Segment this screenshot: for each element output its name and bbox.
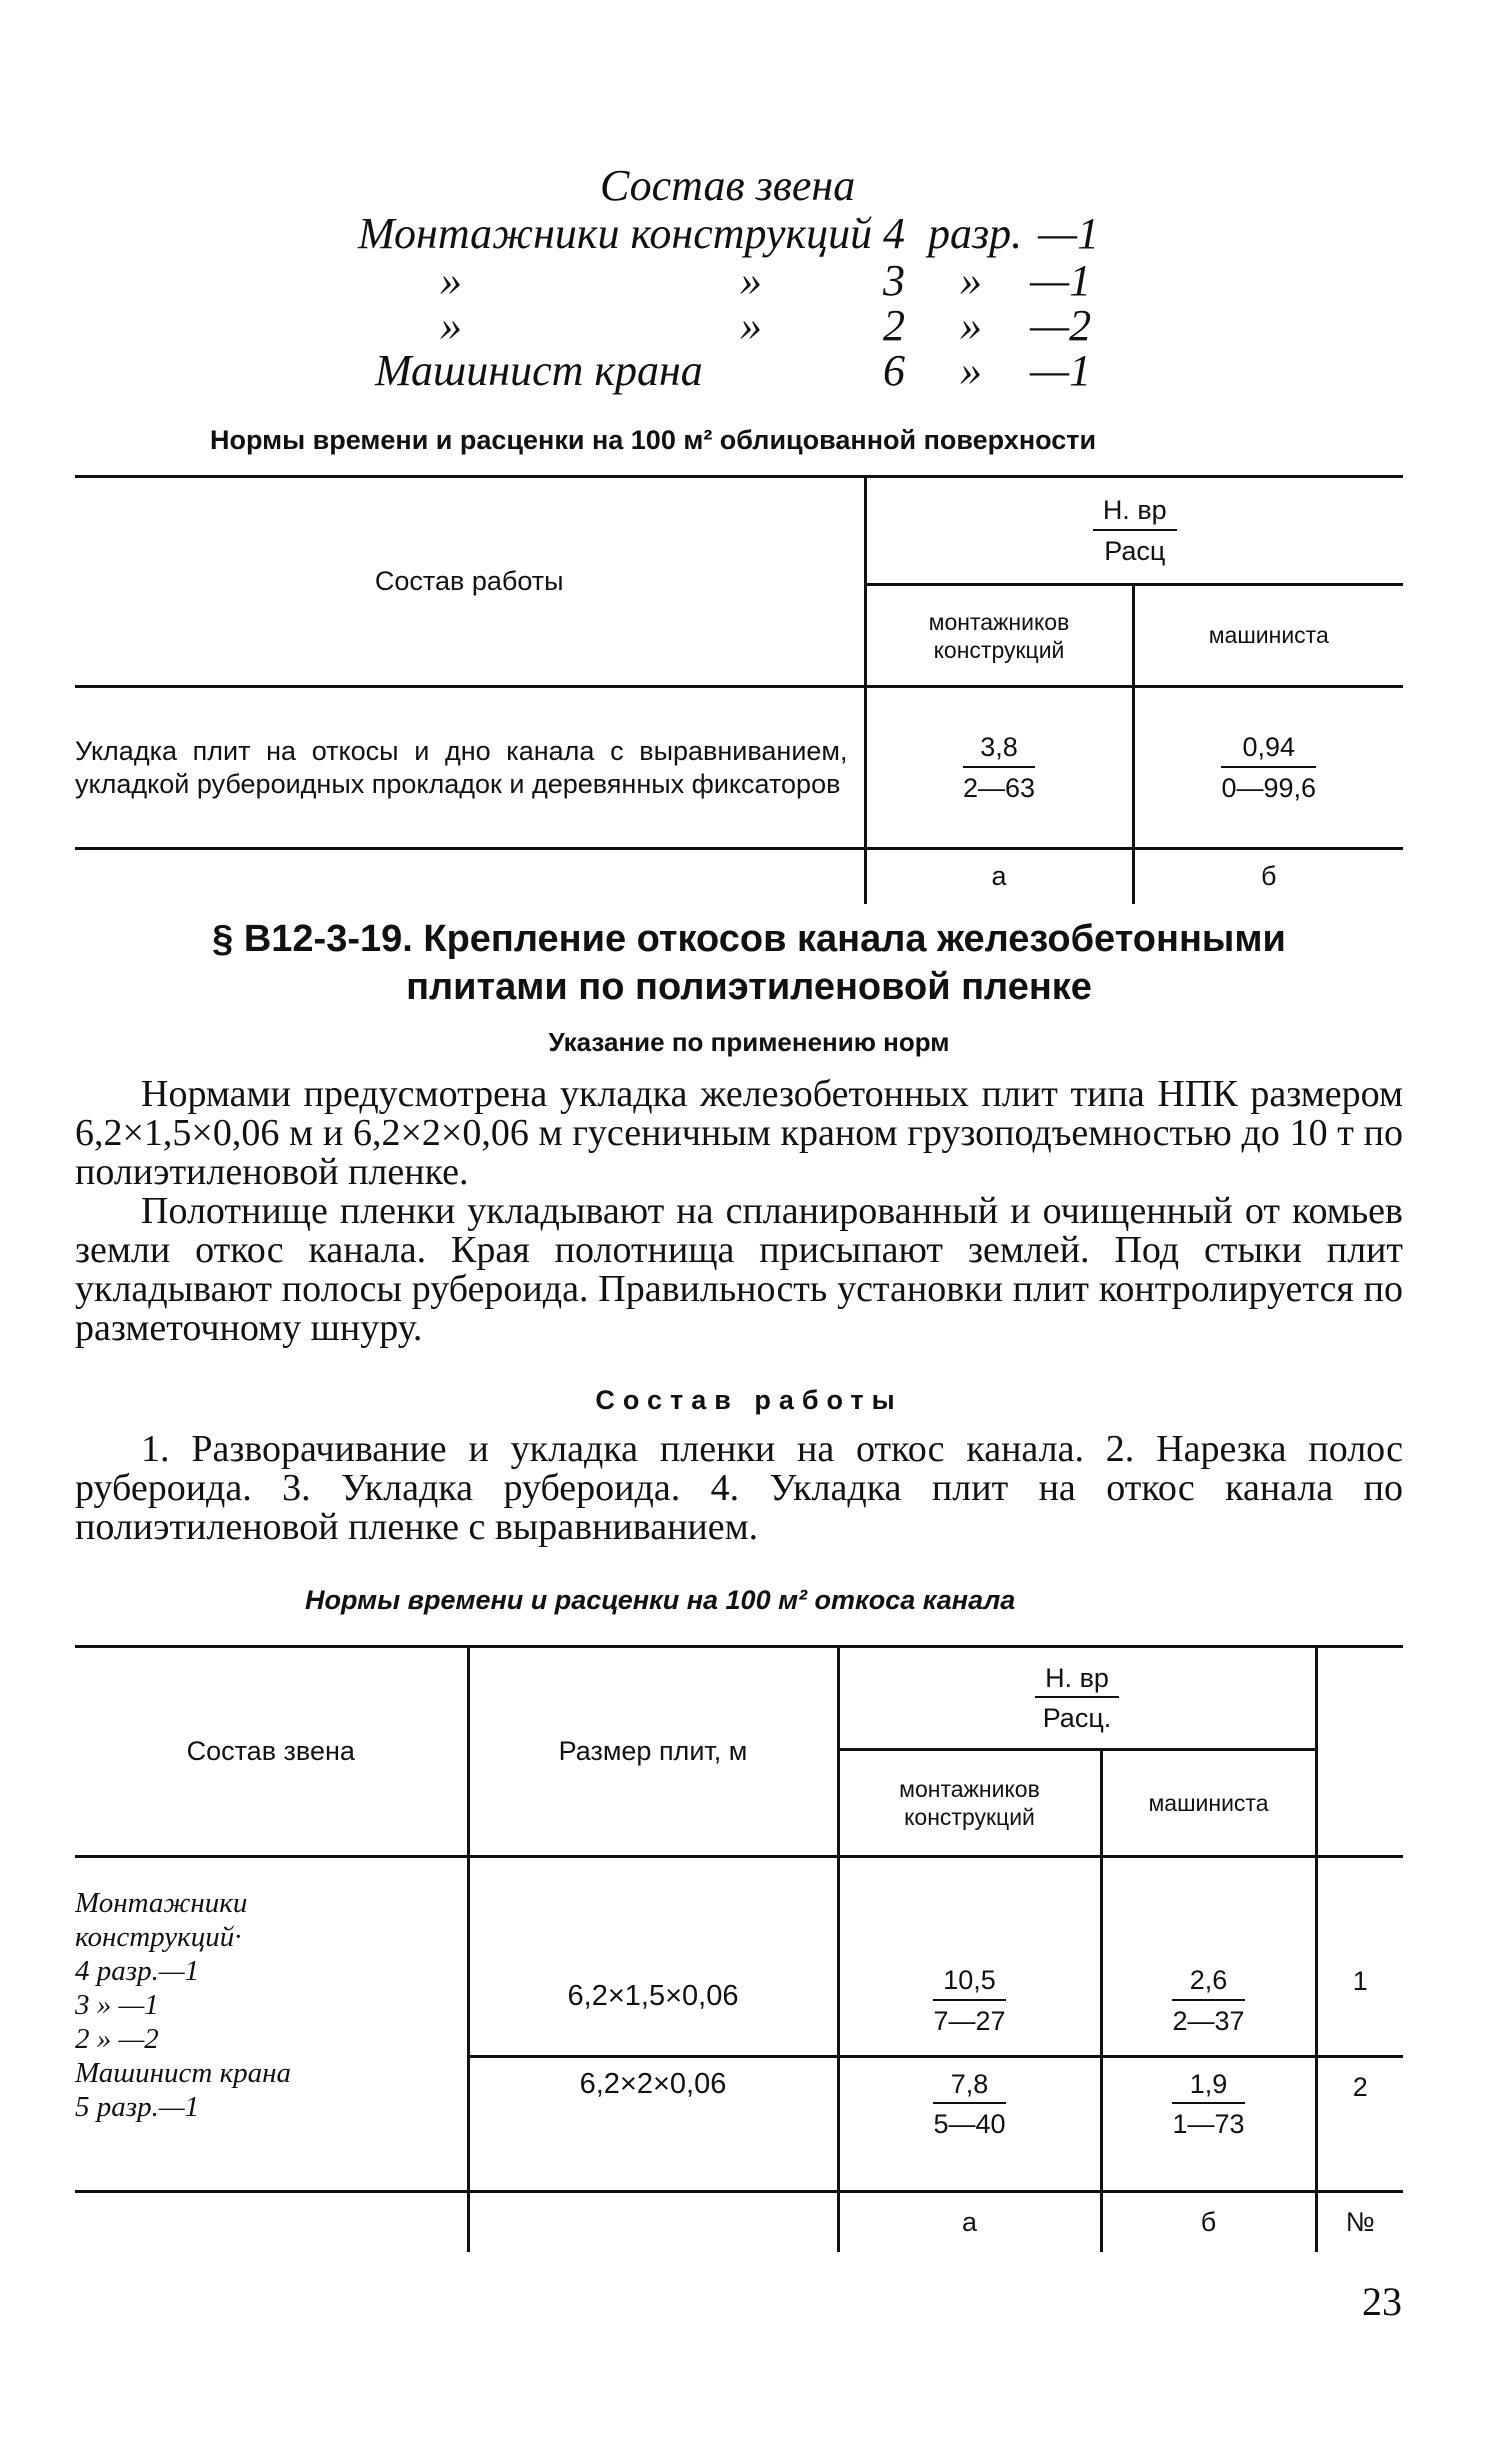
row1-b xyxy=(1101,1857,1316,2057)
head-plate-size: Размер плит, м xyxy=(468,1647,838,1857)
crew-line-2 xyxy=(440,255,1092,306)
value-fraction xyxy=(1172,2068,1244,2141)
head-operator: машиниста xyxy=(1133,585,1403,687)
ditto-mark: » xyxy=(740,256,762,305)
crew-line-3 xyxy=(440,300,1092,351)
crew-line-1 xyxy=(358,208,1100,259)
crew-grade: 2 xyxy=(883,301,905,350)
rate-value: 2—63 xyxy=(962,772,1036,803)
crew-grade: 3 xyxy=(883,256,905,305)
crew-grade: 4 xyxy=(883,209,905,258)
foot-a: а xyxy=(865,849,1133,904)
value-fraction xyxy=(933,1964,1006,2037)
norm-time-value: 10,5 xyxy=(933,1964,1006,2000)
crew-line-4 xyxy=(375,345,1092,396)
work-composition-paragraph: 1. Разворачивание и укладка пленки на откос канала. 2. Нарезка полос рубероида. 3. Укладка рубероида. 4. Укладка плит на откос канала по полиэтиленовой пленке с выравниванием. xyxy=(75,1428,1403,1548)
head-work-composition: Состав работы xyxy=(75,477,865,687)
row1-number: 1 xyxy=(1352,1966,1368,1996)
crew-unit: разр. xyxy=(928,209,1023,258)
instructions-paragraph-2: Полотнище пленки укладывают на спланированный и очищенный от комьев земли откос канала. Края полотнища присыпают землей. Под стыки плит укладывают полосы рубероида. Правильность установки плит контролируется по разметочному шнуру. xyxy=(75,1190,1403,1349)
ditto-mark: » xyxy=(740,301,762,350)
norm-time-value: 0,94 xyxy=(1221,731,1316,767)
crew-line: 4 разр.—1 xyxy=(75,1955,200,1987)
head-rate: Расц xyxy=(1104,535,1166,566)
value-fraction xyxy=(963,731,1035,804)
instructions-paragraph-1: Нормами предусмотрена укладка железобетонных плит типа НПК размером 6,2×1,5×0,06 м и 6,2×2×0,06 м гусеничным краном грузоподъемностью до 10 т по полиэтиленовой пленке. xyxy=(75,1073,1403,1193)
work-composition-text xyxy=(75,1430,1403,1547)
head-crew: Состав звена xyxy=(75,1647,468,1857)
crew-line: Монтажники xyxy=(75,1887,248,1919)
crew-grade: 6 xyxy=(883,346,905,395)
head-rate: Расц. xyxy=(1042,1703,1112,1733)
norm-time-value: 7,8 xyxy=(933,2068,1005,2104)
norm-rate-fraction xyxy=(1093,494,1177,567)
row1-size: 6,2×1,5×0,06 xyxy=(468,1857,838,2057)
crew-line: Машинист крана xyxy=(75,2057,292,2089)
head-norm-time: Н. вр xyxy=(1035,1662,1119,1698)
table1-caption: Нормы времени и расценки на 100 м² облицованной поверхности xyxy=(210,425,1097,455)
head-operator: машиниста xyxy=(1101,1750,1316,1857)
crew-role: Машинист крана xyxy=(375,346,703,395)
row2-size: 6,2×2×0,06 xyxy=(468,2057,838,2192)
crew-count: —1 xyxy=(1030,256,1092,305)
norm-time-value: 1,9 xyxy=(1172,2068,1244,2104)
ditto-mark: » xyxy=(960,346,982,395)
rate-value: 1—73 xyxy=(1172,2109,1245,2140)
section-title-line2: плитами по полиэтиленовой пленке xyxy=(406,966,1092,1008)
crew-line: 5 разр.—1 xyxy=(75,2091,200,2123)
row1-a xyxy=(838,1857,1101,2057)
norms-table-2 xyxy=(75,1645,1403,2252)
work-composition-heading: Состав работы xyxy=(595,1385,903,1415)
norm-time-value: 2,6 xyxy=(1172,1964,1244,2000)
crew-cell xyxy=(75,1857,468,2192)
norm-rate-fraction xyxy=(1035,1662,1119,1735)
row-work-text: Укладка плит на откосы и дно канала с выравниванием, укладкой рубероидных прокладок и деревянных фиксаторов xyxy=(75,687,865,849)
instructions-text xyxy=(75,1075,1403,1348)
crew-count: —1 xyxy=(1038,209,1100,258)
foot-empty xyxy=(75,2192,468,2252)
norms-instructions-heading: Указание по применению норм xyxy=(548,1027,950,1057)
foot-a: а xyxy=(838,2192,1101,2252)
norm-time-value: 3,8 xyxy=(963,731,1035,767)
head-number-col xyxy=(1316,1647,1403,1857)
foot-number: № xyxy=(1345,2206,1375,2237)
section-title xyxy=(0,915,1498,1011)
foot-empty xyxy=(468,2192,838,2252)
head-installers: монтажников конструкций xyxy=(865,585,1133,687)
crew-line: 3 » —1 xyxy=(75,1989,159,2021)
cell-a xyxy=(865,687,1133,849)
row2-b xyxy=(1101,2057,1316,2192)
crew-line: 2 » —2 xyxy=(75,2023,159,2055)
crew-title: Состав звена xyxy=(600,161,856,210)
crew-line: конструкций· xyxy=(75,1921,242,1953)
ditto-mark: » xyxy=(960,256,982,305)
ditto-mark: » xyxy=(440,256,462,305)
head-norm-rate xyxy=(865,477,1403,585)
foot-b: б xyxy=(1101,2192,1316,2252)
cell-b xyxy=(1133,687,1403,849)
norms-table-1 xyxy=(75,475,1403,904)
section-title-line1: § В12-3-19. Крепление откосов канала железобетонными xyxy=(212,918,1286,960)
head-installers: монтажников конструкций xyxy=(838,1750,1101,1857)
crew-count: —2 xyxy=(1030,301,1092,350)
head-norm-rate xyxy=(838,1647,1316,1750)
rate-value: 0—99,6 xyxy=(1221,772,1317,803)
table2-caption: Нормы времени и расценки на 100 м² откоса канала xyxy=(305,1585,1016,1615)
head-norm-time: Н. вр xyxy=(1093,494,1177,530)
foot-b: б xyxy=(1261,861,1277,892)
value-fraction xyxy=(1221,731,1316,804)
rate-value: 7—27 xyxy=(933,2005,1006,2036)
foot-empty xyxy=(75,849,865,904)
crew-role: Монтажники конструкций xyxy=(358,209,873,258)
rate-value: 2—37 xyxy=(1172,2005,1245,2036)
ditto-mark: » xyxy=(960,301,982,350)
value-fraction xyxy=(933,2068,1005,2141)
row2-number: 2 xyxy=(1316,2057,1403,2192)
page-number: 23 xyxy=(1362,2279,1402,2324)
crew-count: —1 xyxy=(1030,346,1092,395)
rate-value: 5—40 xyxy=(933,2109,1006,2140)
value-fraction xyxy=(1172,1964,1244,2037)
ditto-mark: » xyxy=(440,301,462,350)
row2-a xyxy=(838,2057,1101,2192)
